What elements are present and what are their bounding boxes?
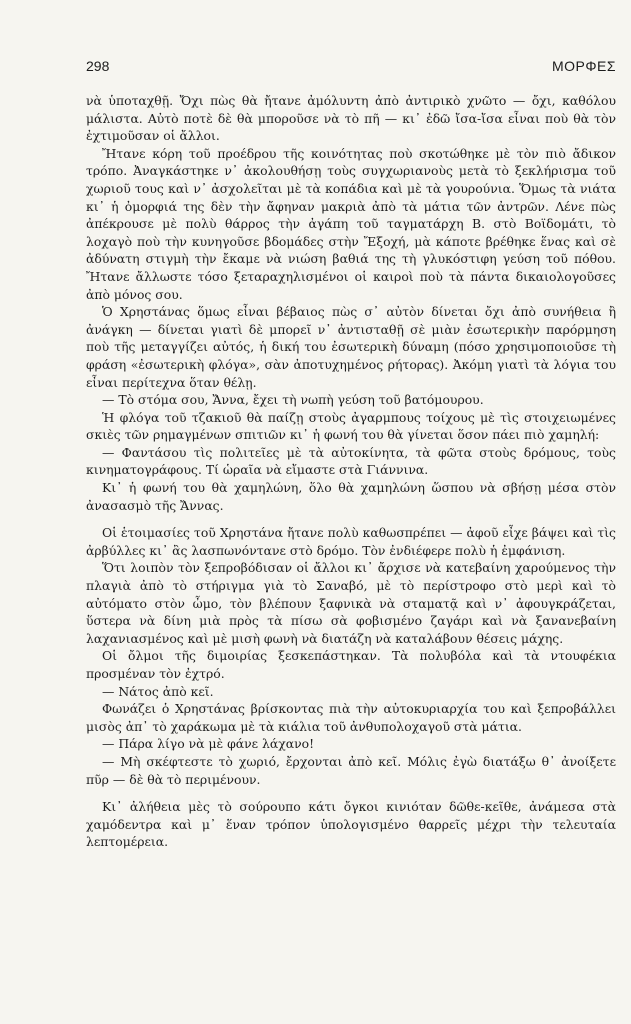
paragraph: Ὁ Χρηστάνας ὅμως εἶναι βέβαιος πὼς σ᾽ αὐτὸν δίνεται ὄχι ἀπὸ συνήθεια ἢ ἀνάγκη — δίνεται γιατὶ δὲ μπορεῖ ν᾽ ἀντισταθῇ σὲ μιὰν ἐσωτερικὴν παρόρμηση ποὺ τῆς μεταγγίζει αὐτός, ἡ δική του ἐσωτερικὴ δύναμη (πόσο χρησιμοποιοῦσε τὴ φράση «ἐσωτερικὴ φλόγα», σὰν ἀποτυχημένος ρήτορας). Ἀκόμη γιατὶ τὰ λόγια του εἶναι περίτεχνα ὅταν θέλῃ. (86, 304, 616, 390)
paragraph: Κι᾽ ἀλήθεια μὲς τὸ σούρουπο κάτι ὄγκοι κινιόταν δῶθε-κεῖθε, ἀνάμεσα στὰ χαμόδεντρα καὶ μ᾽ ἕναν τρόπον ὑπολογισμένο θαρρεῖς μέχρι τὴν τελευταία λεπτομέρεια. (86, 799, 616, 850)
paragraph: Ὅτι λοιπὸν τὸν ξεπροβόδισαν οἱ ἄλλοι κι᾽ ἄρχισε νὰ κατεβαίνη χαρούμενος τὴν πλαγιὰ ἀπὸ τὸ στήριγμα γιὰ τὸ Σαναβό, μὲ τὸ περίστροφο στὸ μερὶ καὶ τὸ αὐτόματο στὸν ὦμο, τὸν βλέπουν ξαφνικὰ νὰ σταματᾷ καὶ ν᾽ ἀφουγκράζεται, ὕστερα νὰ δίνη μιὰ πρὸς τὰ πίσω σὰ φοβισμένο ζαγάρι καὶ νὰ ξανανεβαίνη λαχανιασμένος καὶ μὲ μισὴ φωνὴ νὰ διατάζη νὰ καταλάβουν θέσεις μάχης. (86, 560, 616, 646)
paragraph: Κι᾽ ἡ φωνή του θὰ χαμηλώνη, ὅλο θὰ χαμηλώνη ὥσπου νὰ σβήσῃ μέσα στὸν ἀνασασμὸ τῆς Ἄννας. (86, 480, 616, 513)
page-header (86, 58, 616, 74)
paragraph: Οἱ ὄλμοι τῆς διμοιρίας ξεσκεπάστηκαν. Τὰ πολυβόλα καὶ τὰ ντουφέκια προσμέναν τὸν ἐχτρό. (86, 648, 616, 681)
page-body (86, 92, 616, 851)
paragraph: Οἱ ἑτοιμασίες τοῦ Χρηστάνα ἤτανε πολὺ καθωσπρέπει — ἀφοῦ εἶχε βάψει καὶ τὶς ἀρβύλλες κι᾽ ἂς λασπωνόντανε στὸ δρόμο. Τὸν ἐνδιέφερε πολὺ ἡ ἐμφάνιση. (86, 525, 616, 558)
paragraph: νὰ ὑποταχθῇ. Ὄχι πὼς θὰ ἤτανε ἀμόλυντη ἀπὸ ἀντιρικὸ χνῶτο — ὄχι, καθόλου μάλιστα. Αὐτὸ ποτὲ δὲ θὰ μποροῦσε νὰ τὸ πῆ — κι᾽ ἐδῶ ἴσα-ἴσα εἶναι ποὺ θὰ τὸν ἐχτιμοῦσαν οἱ ἄλλοι. (86, 93, 616, 144)
paragraph: Ἡ φλόγα τοῦ τζακιοῦ θὰ παίζῃ στοὺς ἀγαρμπους τοίχους μὲ τὶς στοιχειωμένες σκιὲς τῶν ρημαγμένων σπιτιῶν κι᾽ ἡ φωνή του θὰ γίνεται ὅσον πάει πιὸ χαμηλή: (86, 409, 616, 443)
paragraph: — Τὸ στόμα σου, Ἄννα, ἔχει τὴ νωπὴ γεύση τοῦ βατόμουρου. (102, 392, 484, 408)
paragraph: — Μὴ σκέφτεστε τὸ χωριό, ἔρχονται ἀπὸ κεῖ. Μόλις ἐγὼ διατάξω θ᾽ ἀνοίξετε πῦρ — δὲ θὰ τὸ περιμένουν. (86, 753, 616, 787)
running-title: ΜΟΡΦΕΣ (551, 58, 616, 74)
page-number: 298 (86, 58, 110, 74)
paragraph: — Νάτος ἀπὸ κεῖ. (102, 683, 214, 699)
paragraph: Φωνάζει ὁ Χρηστάνας βρίσκοντας πιὰ τὴν αὐτοκυριαρχία του καὶ ξεπροβάλλει μισὸς ἀπ᾽ τὸ χαράκωμα μὲ τὰ κιάλια τοῦ ἀνθυπολοχαγοῦ στὰ μάτια. (86, 701, 616, 734)
paragraph: — Πάρα λίγο νὰ μὲ φάνε λάχανο! (102, 736, 315, 752)
paragraph: — Φαντάσου τὶς πολιτεῖες μὲ τὰ αὐτοκίνητα, τὰ φῶτα στοὺς δρόμους, τοὺς κινηματογράφους. Τί ὡραῖα νὰ εἴμαστε στὰ Γιάννινα. (86, 444, 616, 478)
paragraph: Ἤτανε κόρη τοῦ προέδρου τῆς κοινότητας ποὺ σκοτώθηκε μὲ τὸν πιὸ ἄδικον τρόπο. Ἀναγκάστηκε ν᾽ ἀκολουθήσῃ τοὺς συγχωριανοὺς μετὰ τὸ ξεκλήρισμα τοῦ χωριοῦ τους καὶ ν᾽ ἀσχολεῖται μὲ τὰ κοπάδια καὶ μὲ τὰ γουρούνια. Ὅμως τὰ νιάτα κι᾽ ἡ ὀμορφιά της δὲν τὴν ἄφηναν μακριὰ ἀπὸ τὰ μάτια τῶν ἀντρῶν. Λένε πὼς ἀπέκρουσε μὲ πολὺ θάρρος τὴν ἀγάπη τοῦ ταγματάρχη Β. στὸ Βοϊδομάτι, τὸ λοχαγὸ ποὺ τὴν κυνηγοῦσε βδομάδες στὴν Ἔξοχή, μὰ κάποτε βρέθηκε ἕνας καὶ σὲ ἀδύνατη στιγμὴ τὴν ἔκαμε νὰ νιώση βαθιά της τὴ γλυκόστιφη γεύση τοῦ πόθου. Ἤτανε ἄλλωστε τόσο ξεταραχηλισμένοι οἱ καιροὶ ποὺ τὰ πάντα δικαιολογοῦσες ἀπὸ μόνος σου. (86, 145, 616, 302)
